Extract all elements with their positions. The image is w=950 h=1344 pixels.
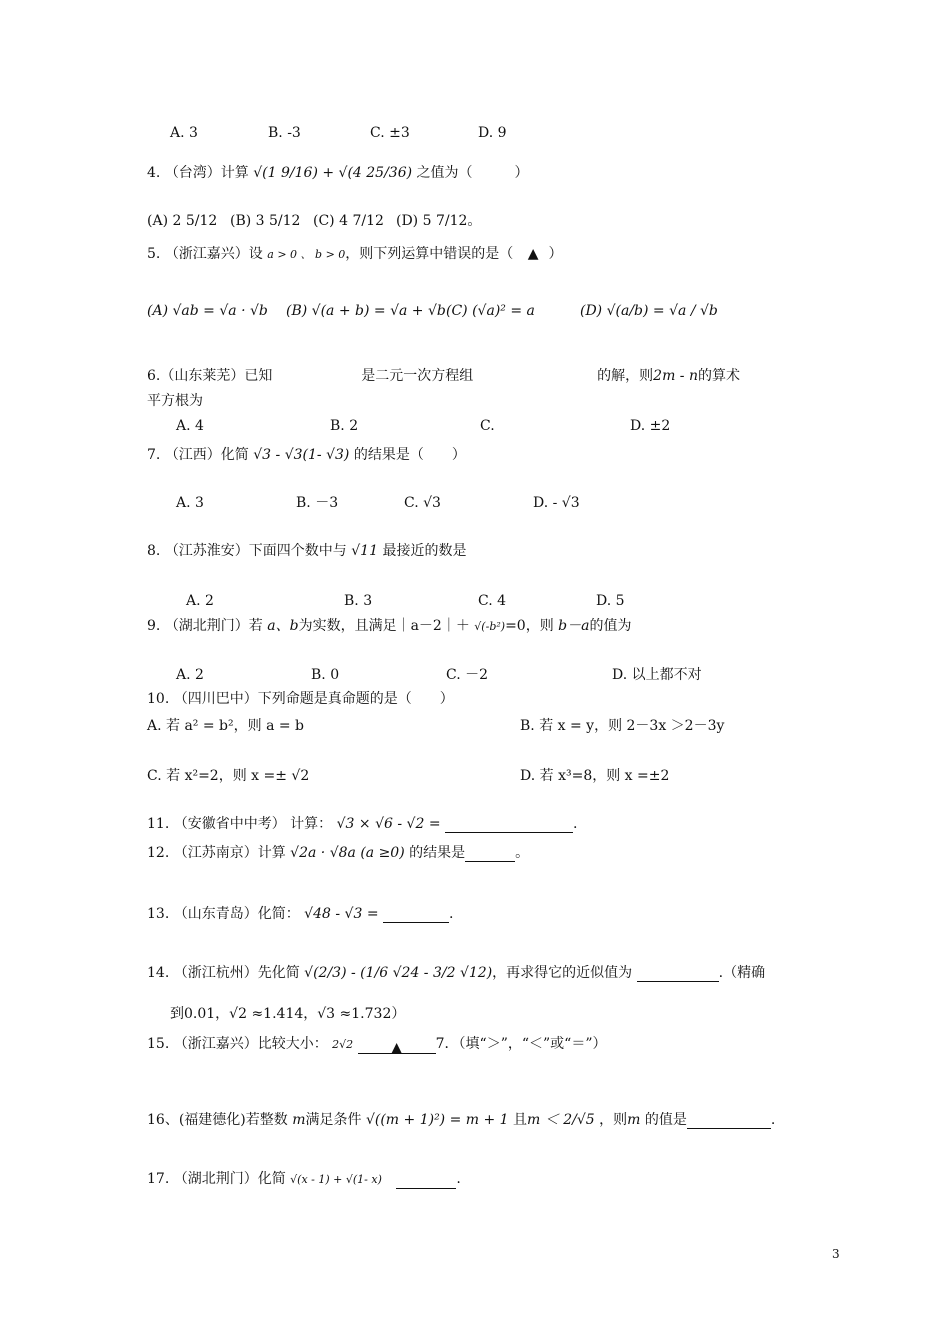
q7-option-c: C. √3: [404, 495, 441, 511]
question-12: 12. （江苏南京）计算 √2a · √8a (a ≥0) 的结果是 。: [147, 845, 530, 861]
question-5: 5. （浙江嘉兴）设 a > 0 、 b > 0，则下列运算中错误的是（ ▲ ）: [147, 246, 563, 262]
q8-option-d: D. 5: [596, 593, 625, 609]
q10-option-d: D. 若 x³=8，则 x =±2: [520, 768, 670, 784]
q3-option-c: C. ±3: [370, 125, 410, 141]
q8-option-c: C. 4: [478, 593, 507, 609]
q7-option-d: D. - √3: [533, 495, 580, 511]
triangle-mark: ▲: [358, 1039, 436, 1054]
q5-option-c: (C) (√a)² = a: [446, 303, 535, 319]
question-7: 7. （江西）化简 √3 - √3(1- √3) 的结果是（ ）: [147, 447, 466, 463]
q6-continuation: 平方根为: [147, 393, 203, 409]
page-number: 3: [832, 1247, 840, 1261]
q3-option-d: D. 9: [478, 125, 507, 141]
q8-option-a: A. 2: [186, 593, 214, 609]
question-17: 17. （湖北荆门）化简 √(x - 1) + √(1- x) .: [147, 1171, 461, 1187]
q6-option-d: D. ±2: [630, 418, 671, 434]
answer-blank: [687, 1114, 771, 1129]
question-13: 13. （山东青岛）化简： √48 - √3 = .: [147, 906, 454, 922]
q4-option-d: (D) 5 7/12。: [396, 213, 482, 229]
triangle-mark: ▲: [527, 246, 539, 262]
q14-continuation: 到0.01，√2 ≈1.414，√3 ≈1.732）: [170, 1006, 406, 1022]
q4-option-a: (A) 2 5/12: [147, 213, 218, 229]
q10-option-b: B. 若 x = y，则 2－3x ＞2－3y: [520, 718, 725, 734]
q5-option-a: (A) √ab = √a · √b: [147, 303, 268, 319]
q7-option-a: A. 3: [176, 495, 204, 511]
q7-expression: √3 - √3(1- √3): [253, 447, 350, 463]
q3-option-a: A. 3: [170, 125, 198, 141]
q9-option-c: C. －2: [446, 667, 489, 683]
q6-option-b: B. 2: [330, 418, 359, 434]
q3-option-b: B. -3: [268, 125, 301, 141]
q9-option-a: A. 2: [176, 667, 204, 683]
question-6: 6.（山东莱芜）已知 是二元一次方程组 的解，则2m - n的算术: [147, 368, 741, 384]
question-14: 14. （浙江杭州）先化简 √(2/3) - (1/6 √24 - 3/2 √12)，再求得它的近似值为 .（精确: [147, 965, 766, 981]
question-10: 10. （四川巴中）下列命题是真命题的是（ ）: [147, 691, 454, 707]
q9-option-b: B. 0: [311, 667, 340, 683]
question-9: 9. （湖北荆门）若 a、b为实数，且满足｜a－2｜＋ √(-b²)=0，则 b－a的值为: [147, 618, 632, 634]
answer-blank: [637, 967, 719, 982]
answer-blank: [383, 908, 449, 923]
q5-option-d: (D) √(a/b) = √a / √b: [580, 303, 718, 319]
q5-option-b: (B) √(a + b) = √a + √b: [286, 303, 446, 319]
q4-option-b: (B) 3 5/12: [230, 213, 301, 229]
question-4: 4. （台湾）计算 √(1 9/16) + √(4 25/36) 之值为（ ）: [147, 165, 529, 181]
q10-option-c: C. 若 x²=2，则 x =± √2: [147, 768, 310, 784]
question-11: 11. （安徽省中中考） 计算： √3 × √6 - √2 = .: [147, 816, 578, 832]
q7-option-b: B. －3: [296, 495, 339, 511]
q4-option-c: (C) 4 7/12: [313, 213, 384, 229]
question-8: 8. （江苏淮安）下面四个数中与 √11 最接近的数是: [147, 543, 467, 559]
q8-option-b: B. 3: [344, 593, 373, 609]
question-15: 15. （浙江嘉兴）比较大小： 2√2 ▲ 7．（填“＞”，“＜”或“＝”）: [147, 1036, 607, 1056]
q4-expression: √(1 9/16) + √(4 25/36): [253, 165, 413, 181]
q9-option-d: D. 以上都不对: [612, 667, 702, 683]
answer-blank: [396, 1174, 456, 1189]
question-16: 16、(福建德化)若整数 m满足条件 √((m + 1)²) = m + 1 且m ＜ 2/√5 ，则m 的值是 .: [147, 1112, 776, 1128]
answer-blank: [445, 818, 573, 833]
q10-option-a: A. 若 a² = b²，则 a = b: [147, 718, 305, 734]
answer-blank: [465, 847, 515, 862]
q6-option-c: C.: [480, 418, 495, 434]
q6-option-a: A. 4: [176, 418, 204, 434]
